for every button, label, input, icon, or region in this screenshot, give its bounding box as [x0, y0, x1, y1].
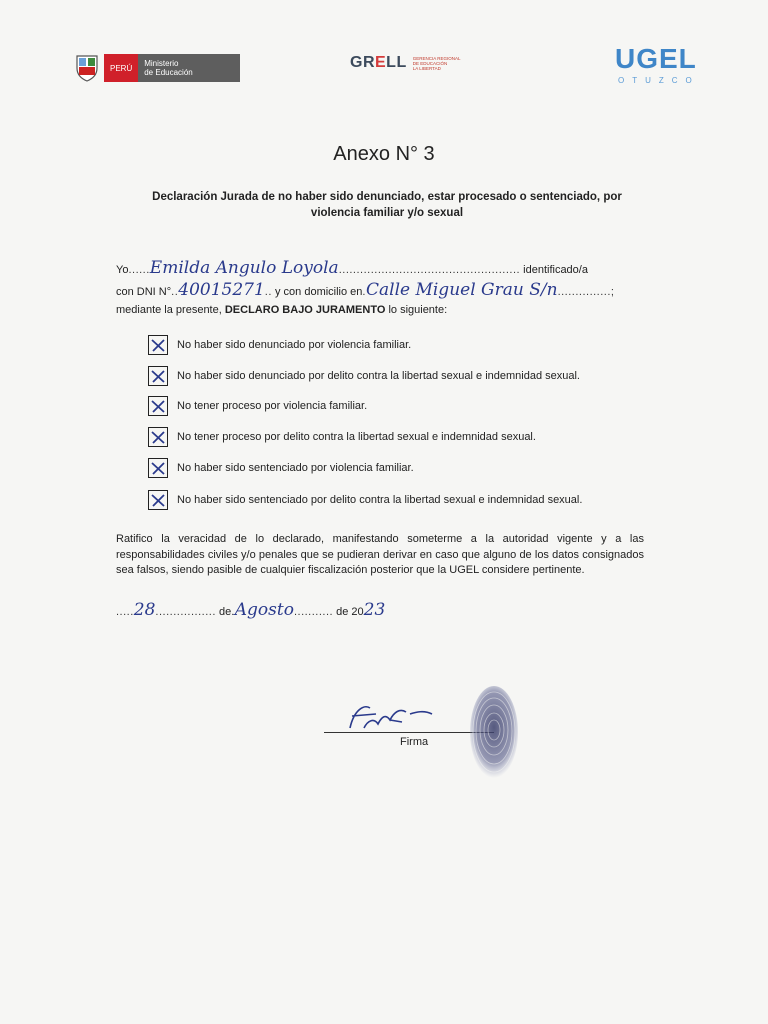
year-prefix-label: de 20 — [336, 606, 364, 618]
declaration-checkbox[interactable] — [148, 458, 168, 478]
ministry-line-1: Ministerio — [144, 59, 179, 68]
ministry-label — [138, 54, 240, 82]
yo-label: Yo — [116, 264, 129, 276]
ministry-line-2: de Educación — [144, 68, 193, 77]
mediante-prefix: mediante la presente, — [116, 304, 222, 316]
page-title: Anexo N° 3 — [333, 143, 435, 165]
ugel-subtitle: OTUZCO — [618, 76, 700, 85]
dni-label: con DNI N° — [116, 286, 172, 298]
declaration-label: No haber sido sentenciado por violencia familiar. — [177, 462, 414, 474]
signature-label: Firma — [400, 736, 429, 748]
mediante-suffix: lo siguiente: — [388, 304, 448, 316]
grell-prefix: GR — [350, 54, 375, 71]
year-field[interactable]: 23 — [363, 600, 386, 620]
declaration-label: No haber sido denunciado por delito contra la libertad sexual e indemnidad sexual. — [177, 370, 580, 382]
grell-wordmark — [350, 54, 407, 72]
declaration-item-5 — [148, 458, 414, 478]
check-x-icon — [149, 397, 167, 415]
declaration-checkbox[interactable] — [148, 396, 168, 416]
peru-label: PERÚ — [104, 54, 138, 82]
ratify-paragraph: Ratifico la veracidad de lo declarado, manifestando someterme a la autoridad vigente y a las responsabilidades civiles y/o penales que se pudieran derivar en caso que alguno de los datos consignados sea falsos, siendo pasible de cualquier fiscalización posterior que la UGEL considere pertinente. — [116, 533, 644, 576]
grell-suffix: LL — [386, 54, 407, 71]
dni-field[interactable]: 40015271 — [178, 280, 265, 300]
identificado-label: identificado/a — [523, 264, 588, 276]
declaration-checkbox[interactable] — [148, 335, 168, 355]
declaration-label: No haber sido sentenciado por delito contra la libertad sexual e indemnidad sexual. — [177, 494, 583, 506]
declaration-label: No tener proceso por violencia familiar. — [177, 400, 368, 412]
dni-line: con DNI N°..40015271.. y con domicilio en.Calle Miguel Grau S/n...............; — [116, 280, 615, 300]
declaration-item-1 — [148, 335, 411, 355]
declaration-label: No haber sido denunciado por violencia familiar. — [177, 339, 412, 351]
peru-shield-icon — [74, 53, 100, 83]
fingerprint-mark — [466, 684, 522, 784]
minedu-logo — [74, 52, 240, 84]
page-subtitle: Declaración Jurada de no haber sido denunciado, estar procesado o sentenciado, por violencia familiar y/o sexual — [152, 191, 622, 219]
declaration-checkbox[interactable] — [148, 427, 168, 447]
check-x-icon — [149, 491, 167, 509]
handwritten-signature — [320, 698, 450, 742]
declaration-item-4 — [148, 427, 536, 447]
declaration-checkbox[interactable] — [148, 490, 168, 510]
domicilio-label: y con domicilio en — [274, 286, 363, 298]
check-x-icon — [149, 367, 167, 385]
check-x-icon — [149, 336, 167, 354]
declaration-checkbox[interactable] — [148, 366, 168, 386]
name-line: Yo......Emilda Angulo Loyola................................................... identificado/a — [116, 258, 588, 278]
declaration-item-2 — [148, 366, 580, 386]
check-x-icon — [149, 459, 167, 477]
declaration-item-6 — [148, 490, 582, 510]
address-field[interactable]: Calle Miguel Grau S/n — [365, 280, 558, 300]
declaration-label: No tener proceso por delito contra la libertad sexual e indemnidad sexual. — [177, 431, 536, 443]
grell-e: E — [375, 54, 387, 71]
ugel-logo — [612, 44, 700, 85]
de-label: de — [218, 606, 232, 618]
declaro-bold: DECLARO BAJO JURAMENTO — [224, 304, 386, 316]
check-x-icon — [149, 428, 167, 446]
month-field[interactable]: Agosto — [234, 600, 294, 620]
declaro-line — [116, 304, 447, 316]
date-line: .....28................. de.Agosto........... de 2023 — [116, 600, 386, 620]
grell-sub-2: DE EDUCACIÓN — [412, 60, 448, 66]
declaration-item-3 — [148, 396, 367, 416]
day-field[interactable]: 28 — [133, 600, 156, 620]
grell-subtitle — [413, 56, 461, 71]
grell-sub-1: GERENCIA REGIONAL — [412, 55, 461, 61]
grell-sub-3: LA LIBERTAD — [412, 65, 441, 71]
name-field[interactable]: Emilda Angulo Loyola — [149, 258, 339, 278]
grell-logo — [350, 54, 460, 72]
ugel-wordmark: UGEL — [615, 43, 697, 74]
